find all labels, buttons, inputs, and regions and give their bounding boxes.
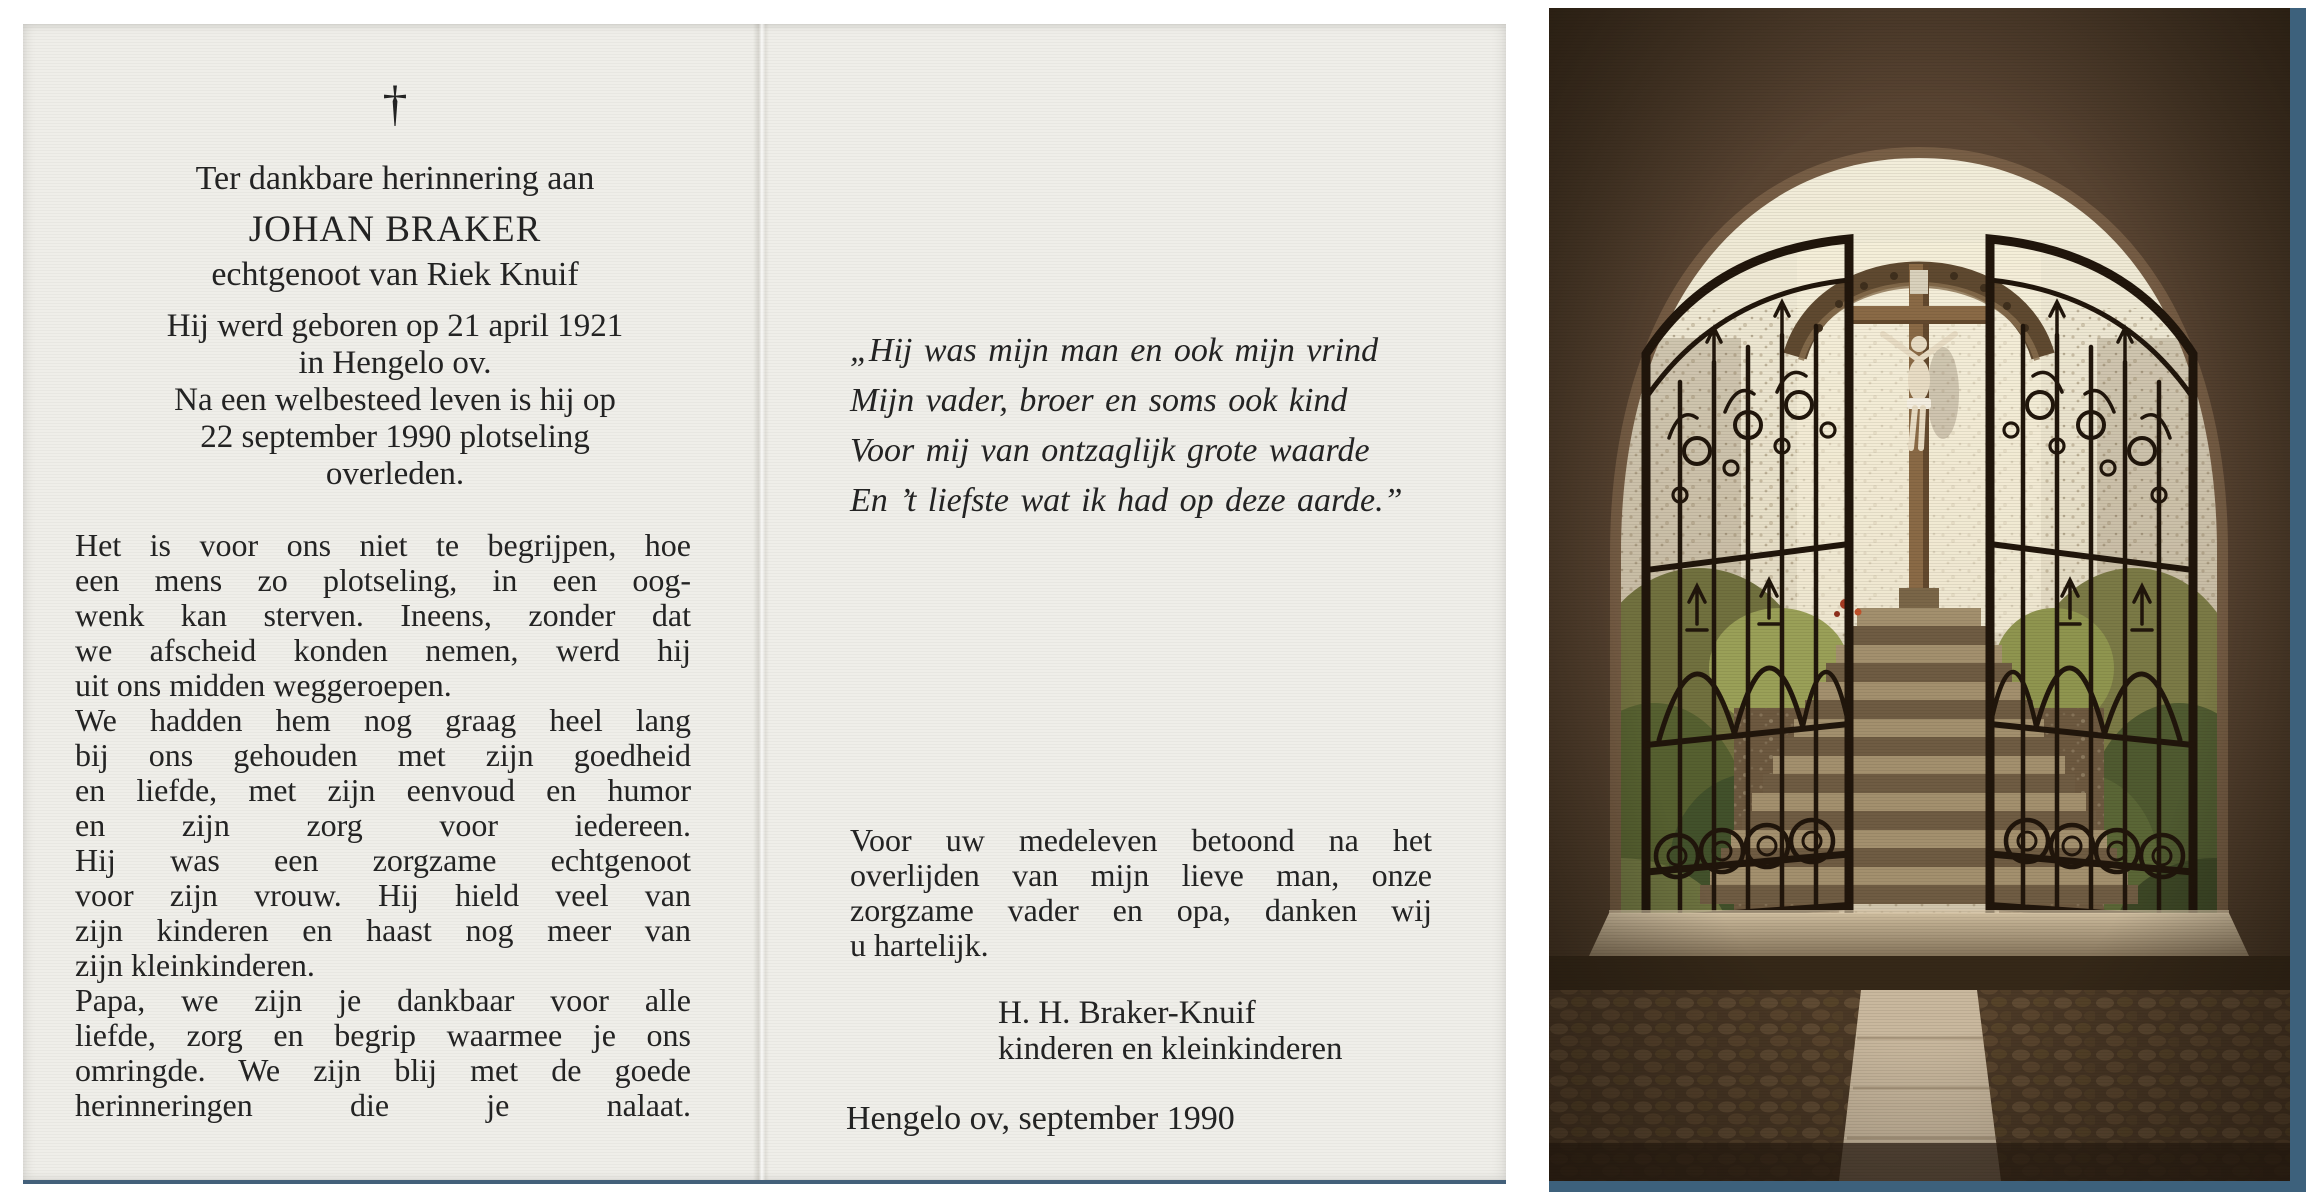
text-line: zijn kleinkinderen. [75,947,315,983]
text-line: liefde, zorg en begrip waarmee je ons [75,1017,691,1053]
text-line: overleden. [325,456,465,492]
text-line: Hij was een zorgzame echtgenoot [75,842,691,878]
text-line: Papa, we zijn je dankbaar voor alle [75,982,691,1018]
text-line: herinneringen die je nalaat. [75,1087,691,1123]
life-dates-block [75,308,715,493]
text-line: Hij werd geboren op 21 april 1921 [166,308,624,344]
memorial-card-front-photo [1549,8,2306,1192]
text-line: zorgzame vader en opa, danken wij [850,892,1432,928]
text-line: bij ons gehouden met zijn goedheid [75,737,691,773]
text-line: wenk kan sterven. Ineens, zonder dat [75,597,691,633]
signature-block [998,995,1343,1067]
text-line: u hartelijk. [850,927,989,963]
text-line: omringde. We zijn blij met de goede [75,1052,691,1088]
spouse-line: echtgenoot van Riek Knuif [211,256,579,293]
text-line: Het is voor ons niet te begrijpen, hoe [75,527,691,563]
memorial-text-block [75,528,691,1123]
text-line: „Hij was mijn man en ook mijn vrind [850,332,1379,369]
cross-icon: † [382,75,408,131]
text-line: H. H. Braker-Knuif [998,995,1256,1031]
dateline: Hengelo ov, september 1990 [846,1100,1235,1137]
deceased-name: JOHAN BRAKER [248,209,542,250]
text-line: uit ons midden weggeroepen. [75,667,452,703]
text-line: We hadden hem nog graag heel lang [75,702,691,738]
text-line: 22 september 1990 plotseling [200,419,590,455]
text-line: Voor uw medeleven betoond na het [850,822,1432,858]
text-line: en liefde, met zijn eenvoud en humor [75,772,691,808]
right-page [760,24,1506,1180]
text-line: En ’t liefste wat ik had op deze aarde.” [850,482,1403,519]
intro-line: Ter dankbare herinnering aan [195,160,595,197]
acknowledgement-block [850,823,1432,963]
archway-photo [1549,8,2290,1181]
text-line: Mijn vader, broer en soms ook kind [850,382,1348,419]
text-line: zijn kinderen en haast nog meer van [75,912,691,948]
memorial-card-inside-spread [23,24,1506,1184]
poem-block [850,326,1450,526]
left-page [23,24,760,1180]
text-line: kinderen en kleinkinderen [998,1031,1343,1067]
text-line: we afscheid konden nemen, werd hij [75,632,691,668]
text-line: Voor mij van ontzaglijk grote waarde [850,432,1370,469]
text-line: overlijden van mijn lieve man, onze [850,857,1432,893]
text-line: Na een welbesteed leven is hij op [174,382,616,418]
vignette-overlay [1549,8,2290,1181]
text-line: en zijn zorg voor iedereen. [75,807,691,843]
text-line: voor zijn vrouw. Hij hield veel van [75,877,691,913]
text-line: een mens zo plotseling, in een oog- [75,562,691,598]
text-line: in Hengelo ov. [298,345,492,381]
